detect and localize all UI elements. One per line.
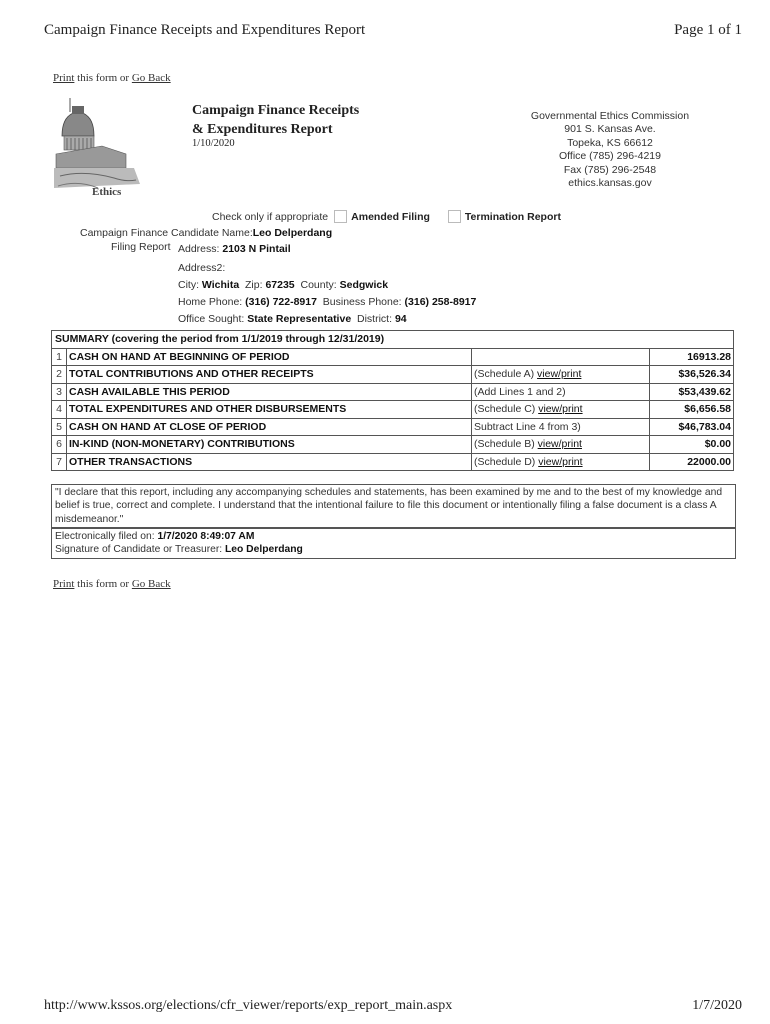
view-print-link[interactable]: view/print: [537, 438, 582, 451]
candidate-name-label: Campaign Finance Candidate Name:: [80, 227, 253, 239]
business-phone-label: Business Phone:: [322, 296, 402, 308]
district-label: District:: [357, 313, 393, 325]
line-number: 1: [52, 348, 67, 366]
city-value: Wichita: [201, 279, 240, 291]
line-label: TOTAL EXPENDITURES AND OTHER DISBURSEMENTS: [67, 401, 472, 419]
go-back-link[interactable]: Go Back: [131, 578, 171, 590]
line-amount: $0.00: [650, 436, 734, 454]
agency-website: ethics.kansas.gov: [568, 177, 652, 190]
line-number: 6: [52, 436, 67, 454]
filing-type-line: [212, 210, 573, 223]
print-date: 1/7/2020: [692, 998, 742, 1013]
view-print-link[interactable]: view/print: [538, 455, 583, 468]
report-title-line2: & Expenditures Report: [192, 122, 333, 137]
zip-label: Zip:: [245, 279, 263, 291]
view-print-link[interactable]: view/print: [537, 368, 582, 381]
city-label: City:: [178, 279, 199, 291]
schedule-label: (Add Lines 1 and 2): [474, 385, 566, 398]
view-print-link[interactable]: view/print: [538, 403, 583, 416]
line-number: 5: [52, 418, 67, 436]
schedule-cell: [472, 436, 650, 454]
line-amount: 16913.28: [650, 348, 734, 366]
line-label: OTHER TRANSACTIONS: [67, 453, 472, 471]
nav-top: [53, 72, 171, 84]
schedule-label: (Schedule D): [474, 455, 539, 468]
schedule-label: (Schedule B): [474, 438, 538, 451]
print-header: [44, 22, 742, 39]
summary-table: [51, 330, 734, 471]
check-label: Check only if appropriate: [212, 210, 329, 223]
seal-label: Ethics: [92, 186, 122, 198]
print-link[interactable]: Print: [53, 578, 75, 590]
line-amount: $53,439.62: [650, 383, 734, 401]
line-number: 7: [52, 453, 67, 471]
line-label: CASH ON HAND AT CLOSE OF PERIOD: [67, 418, 472, 436]
line-number: 4: [52, 401, 67, 419]
schedule-cell: [472, 366, 650, 384]
office-sought-label: Office Sought:: [178, 313, 245, 325]
address-line: [178, 243, 291, 255]
agency-city: Topeka, KS 66612: [567, 136, 653, 149]
page-number: Page 1 of 1: [674, 22, 742, 38]
amended-filing-label: Amended Filing: [351, 210, 430, 223]
declaration-text: "I declare that this report, including any accompanying schedules and statements, has been examined by me and to the best of my knowledge and belief is true, correct and complete. I understand that the intentional failure to file this document or intentionally filing a false document is a class A misdemeanor.": [51, 484, 736, 529]
report-date: 1/10/2020: [192, 138, 235, 149]
line-amount: $36,526.34: [650, 366, 734, 384]
schedule-cell: [472, 401, 650, 419]
table-row: [52, 348, 734, 366]
table-row: [52, 366, 734, 384]
home-phone-value: (316) 722-8917: [245, 296, 317, 308]
schedule-cell: [472, 383, 650, 401]
table-row: [52, 436, 734, 454]
amended-filing-checkbox[interactable]: [334, 210, 347, 223]
filing-report-label: Filing Report: [111, 241, 171, 253]
office-sought-value: State Representative: [247, 313, 352, 325]
line-amount: $46,783.04: [650, 418, 734, 436]
summary-heading: SUMMARY (covering the period from 1/1/2019 through 12/31/2019): [52, 331, 734, 349]
signer-name: Leo Delperdang: [225, 544, 303, 555]
print-header-title: Campaign Finance Receipts and Expenditures Report: [44, 22, 366, 38]
office-line: [178, 313, 407, 325]
address2-line: [178, 262, 225, 274]
table-row: [52, 401, 734, 419]
table-row: [52, 453, 734, 471]
table-row: [52, 418, 734, 436]
report-title: [192, 101, 359, 139]
home-phone-label: Home Phone:: [178, 296, 243, 308]
line-label: CASH AVAILABLE THIS PERIOD: [67, 383, 472, 401]
line-label: IN-KIND (NON-MONETARY) CONTRIBUTIONS: [67, 436, 472, 454]
filed-on-value: 1/7/2020 8:49:07 AM: [157, 531, 255, 542]
summary-header-row: [52, 331, 734, 349]
capitol-seal-icon: [54, 96, 144, 198]
print-link[interactable]: Print: [53, 72, 75, 84]
agency-street: 901 S. Kansas Ave.: [564, 123, 656, 136]
district-value: 94: [394, 313, 407, 325]
address-value: 2103 N Pintail: [222, 243, 291, 255]
filed-on-label: Electronically filed on:: [55, 531, 155, 542]
source-url: http://www.kssos.org/elections/cfr_viewer/reports/exp_report_main.aspx: [44, 998, 453, 1013]
agency-office-phone: Office (785) 296-4219: [559, 150, 661, 163]
line-number: 3: [52, 383, 67, 401]
line-label: CASH ON HAND AT BEGINNING OF PERIOD: [67, 348, 472, 366]
signature-block: [51, 527, 736, 559]
signature-line: [55, 543, 732, 556]
schedule-label: (Schedule C): [474, 403, 539, 416]
line-number: 2: [52, 366, 67, 384]
line-amount: $6,656.58: [650, 401, 734, 419]
agency-name: Governmental Ethics Commission: [530, 110, 690, 122]
signature-label: Signature of Candidate or Treasurer:: [55, 544, 223, 555]
candidate-name: Leo Delperdang: [252, 227, 333, 239]
county-value: Sedgwick: [339, 279, 389, 291]
schedule-cell: [472, 453, 650, 471]
schedule-cell: [472, 418, 650, 436]
address-label: Address:: [178, 243, 220, 255]
schedule-label: Subtract Line 4 from 3): [474, 420, 581, 433]
nav-bottom: [53, 578, 171, 590]
print-footer: [44, 998, 742, 1014]
schedule-label: (Schedule A): [474, 368, 538, 381]
county-label: County:: [300, 279, 337, 291]
nav-text: this form or: [74, 578, 132, 590]
business-phone-value: (316) 258-8917: [404, 296, 477, 308]
termination-report-checkbox[interactable]: [448, 210, 461, 223]
termination-report-label: Termination Report: [464, 210, 561, 223]
filed-on-line: [55, 530, 732, 543]
zip-value: 67235: [265, 279, 295, 291]
table-row: [52, 383, 734, 401]
address2-label: Address2:: [178, 262, 226, 274]
agency-fax: Fax (785) 296-2548: [563, 163, 657, 176]
report-title-line1: Campaign Finance Receipts: [192, 103, 360, 118]
candidate-name-line: [80, 227, 332, 239]
nav-text: this form or: [74, 72, 132, 84]
go-back-link[interactable]: Go Back: [131, 72, 171, 84]
line-amount: 22000.00: [650, 453, 734, 471]
city-line: [178, 279, 388, 291]
line-label: TOTAL CONTRIBUTIONS AND OTHER RECEIPTS: [67, 366, 472, 384]
phone-line: [178, 296, 476, 308]
schedule-cell: [472, 348, 650, 366]
agency-address: [510, 110, 710, 190]
